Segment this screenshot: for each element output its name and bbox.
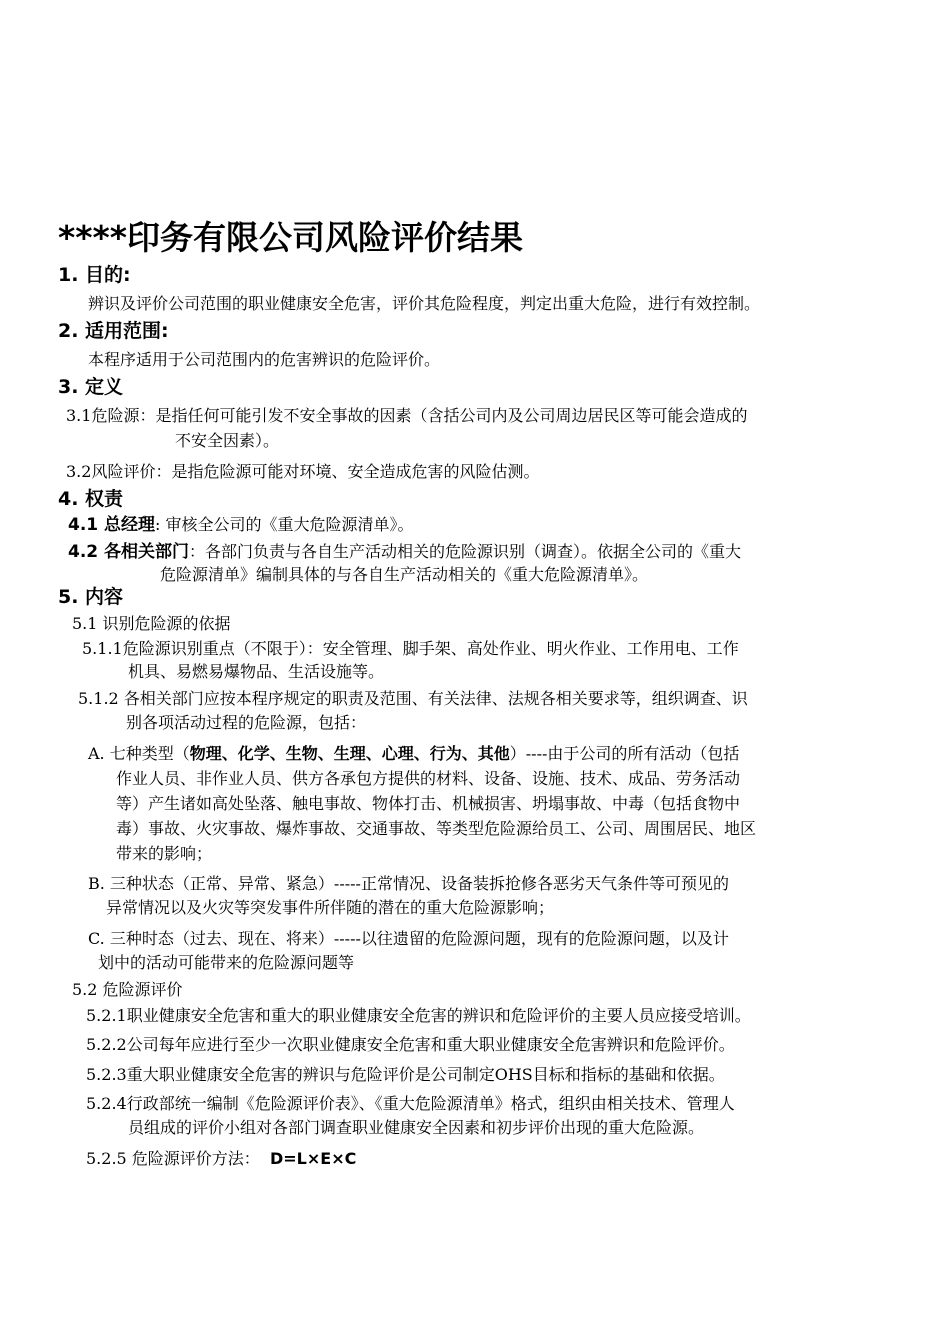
item-5-1-1-line-1: 5.1.1危险源识别重点（不限于）：安全管理、脚手架、高处作业、明火作业、工作用电、工作 bbox=[82, 639, 739, 658]
subsection-5-2-label: 5.2 危险源评价 bbox=[72, 980, 183, 999]
item-5-2-4-line-2: 员组成的评价小组对各部门调查职业健康安全因素和初步评价出现的重大危险源。 bbox=[128, 1118, 705, 1137]
item-a-line-3: 等）产生诸如高处坠落、触电事故、物体打击、机械损害、坍塌事故、中毒（包括食物中 bbox=[116, 794, 741, 813]
item-5-2-5-label: 5.2.5 危险源评价方法： bbox=[86, 1149, 260, 1168]
responsibility-4-2-text: ：各部门负责与各自生产活动相关的危险源识别（调查）。依据全公司的《重大 bbox=[189, 542, 742, 561]
item-c-line-2: 划中的活动可能带来的危险源问题等 bbox=[98, 953, 355, 972]
item-5-2-4-line-1: 5.2.4行政部统一编制《危险源评价表》、《重大危险源清单》格式，组织由相关技术、管理人 bbox=[86, 1094, 735, 1113]
item-a-bold: 物理、化学、生物、生理、心理、行为、其他 bbox=[189, 744, 510, 763]
item-a-rest: ）----由于公司的所有活动（包括 bbox=[509, 744, 740, 763]
item-5-2-3: 5.2.3重大职业健康安全危害的辨识与危险评价是公司制定OHS目标和指标的基础和依据。 bbox=[86, 1065, 725, 1084]
item-a-prefix: A. 七种类型（ bbox=[88, 744, 190, 763]
item-c-line-1: C. 三种时态（过去、现在、将来）-----以往遗留的危险源问题，现有的危险源问题，以及计 bbox=[88, 929, 729, 948]
section-5-heading: 5. 内容 bbox=[58, 586, 124, 608]
item-a-line-1 bbox=[88, 741, 739, 766]
item-5-1-1-line-2: 机具、易燃易爆物品、生活设施等。 bbox=[128, 662, 385, 681]
item-5-2-5 bbox=[86, 1146, 356, 1171]
responsibility-4-1 bbox=[68, 512, 414, 538]
risk-formula: D=L×E×C bbox=[269, 1149, 357, 1168]
subsection-5-1: 5.1 识别危险源的依据 bbox=[72, 614, 231, 633]
section-1-heading: 1. 目的: bbox=[58, 264, 131, 286]
item-5-2-2: 5.2.2公司每年应进行至少一次职业健康安全危害和重大职业健康安全危害辨识和危险评价。 bbox=[86, 1035, 735, 1054]
section-3-heading: 3. 定义 bbox=[58, 376, 124, 398]
responsibility-4-2-line-2: 危险源清单》编制具体的与各自生产活动相关的《重大危险源清单》。 bbox=[160, 565, 649, 584]
section-2-text: 本程序适用于公司范围内的危害辨识的危险评价。 bbox=[88, 350, 441, 369]
item-5-1-2-line-2: 别各项活动过程的危险源，包括： bbox=[126, 713, 367, 732]
item-a-line-2: 作业人员、非作业人员、供方各承包方提供的材料、设备、设施、技术、成品、劳务活动 bbox=[116, 769, 741, 788]
section-4-heading: 4. 权责 bbox=[58, 488, 124, 510]
section-2-heading: 2. 适用范围: bbox=[58, 320, 169, 342]
section-1-text: 辨识及评价公司范围的职业健康安全危害，评价其危险程度，判定出重大危险，进行有效控制。 bbox=[88, 294, 761, 313]
definition-3-2: 3.2风险评价：是指危险源可能对环境、安全造成危害的风险估测。 bbox=[66, 462, 540, 481]
item-5-1-2-line-1: 5.1.2 各相关部门应按本程序规定的职责及范围、有关法律、法规各相关要求等，组织调查、识 bbox=[78, 689, 748, 708]
responsibility-4-2-label: 4.2 各相关部门 bbox=[68, 542, 190, 562]
definition-3-1-line-1: 3.1危险源：是指任何可能引发不安全事故的因素（含括公司内及公司周边居民区等可能会造成的 bbox=[66, 406, 748, 425]
item-b-line-2: 异常情况以及火灾等突发事件所伴随的潜在的重大危险源影响； bbox=[106, 898, 555, 917]
item-a-line-5: 带来的影响； bbox=[116, 844, 213, 863]
page-title: ****印务有限公司风险评价结果 bbox=[58, 218, 524, 257]
item-5-2-1: 5.2.1职业健康安全危害和重大的职业健康安全危害的辨识和危险评价的主要人员应接受培训。 bbox=[86, 1006, 751, 1025]
item-a-line-4: 毒）事故、火灾事故、爆炸事故、交通事故、等类型危险源给员工、公司、周围居民、地区 bbox=[116, 819, 757, 838]
subsection-5-2 bbox=[72, 977, 183, 1002]
definition-3-1-line-2: 不安全因素）。 bbox=[175, 431, 280, 450]
responsibility-4-1-label: 4.1 总经理 bbox=[68, 515, 156, 535]
item-b-line-1: B. 三种状态（正常、异常、紧急）-----正常情况、设备装拆抢修各恶劣天气条件等可预见的 bbox=[88, 874, 729, 893]
responsibility-4-1-text: : 审核全公司的《重大危险源清单》。 bbox=[155, 515, 414, 534]
